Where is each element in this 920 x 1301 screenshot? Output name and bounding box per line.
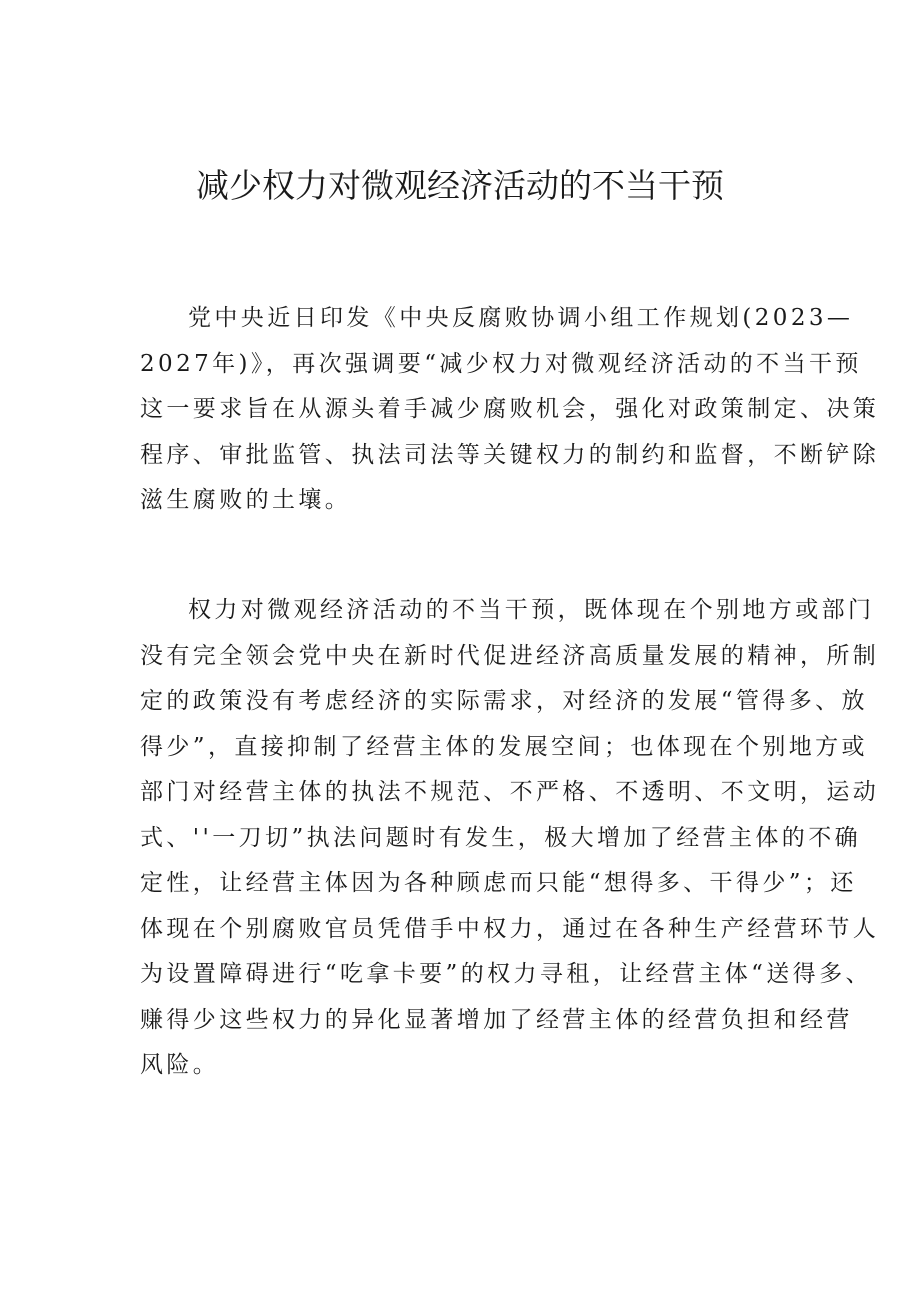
paragraph-line: 2027年)》，再次强调要“减少权力对微观经济活动的不当干预 [140,350,862,377]
paragraph-line: 为设置障碍进行“吃拿卡要”的权力寻租，让经营主体“送得多、 [140,961,872,987]
paragraph-line: 党中央近日印发《中央反腐败协调小组工作规划(2023— [188,305,854,331]
paragraph-line: 部门对经营主体的执法不规范、不严格、不透明、不文明，运动 [140,779,880,805]
paragraph-line: 权力对微观经济活动的不当干预，既体现在个别地方或部门 [188,597,875,623]
paragraph-line: 没有完全领会党中央在新时代促进经济高质量发展的精神，所制 [140,642,880,669]
paragraph-line: 定性，让经营主体因为各种顾虑而只能“想得多、干得少”；还 [140,870,857,896]
paragraph-line: 风险。 [140,1052,220,1078]
paragraph-line: 体现在个别腐败官员凭借手中权力，通过在各种生产经营环节人 [140,915,880,942]
document-title: 减少权力对微观经济活动的不当干预 [196,166,724,205]
paragraph-line: 式、''一刀切”执法问题时有发生，极大增加了经营主体的不确 [140,824,862,851]
paragraph-line: 定的政策没有考虑经济的实际需求，对经济的发展“管得多、放 [140,688,868,714]
paragraph-line: 得少”，直接抑制了经营主体的发展空间；也体现在个别地方或 [140,733,868,760]
paragraph-2 [140,588,880,1089]
paragraph-line: 赚得少这些权力的异化显著增加了经营主体的经营负担和经营 [140,1006,853,1033]
paragraph-1 [140,296,880,524]
paragraph-line: 这一要求旨在从源头着手减少腐败机会，强化对政策制定、决策 [140,396,880,422]
paragraph-line: 程序、审批监管、执法司法等关键权力的制约和监督，不断铲除 [140,441,880,468]
paragraph-line: 滋生腐败的土壤。 [140,487,352,513]
